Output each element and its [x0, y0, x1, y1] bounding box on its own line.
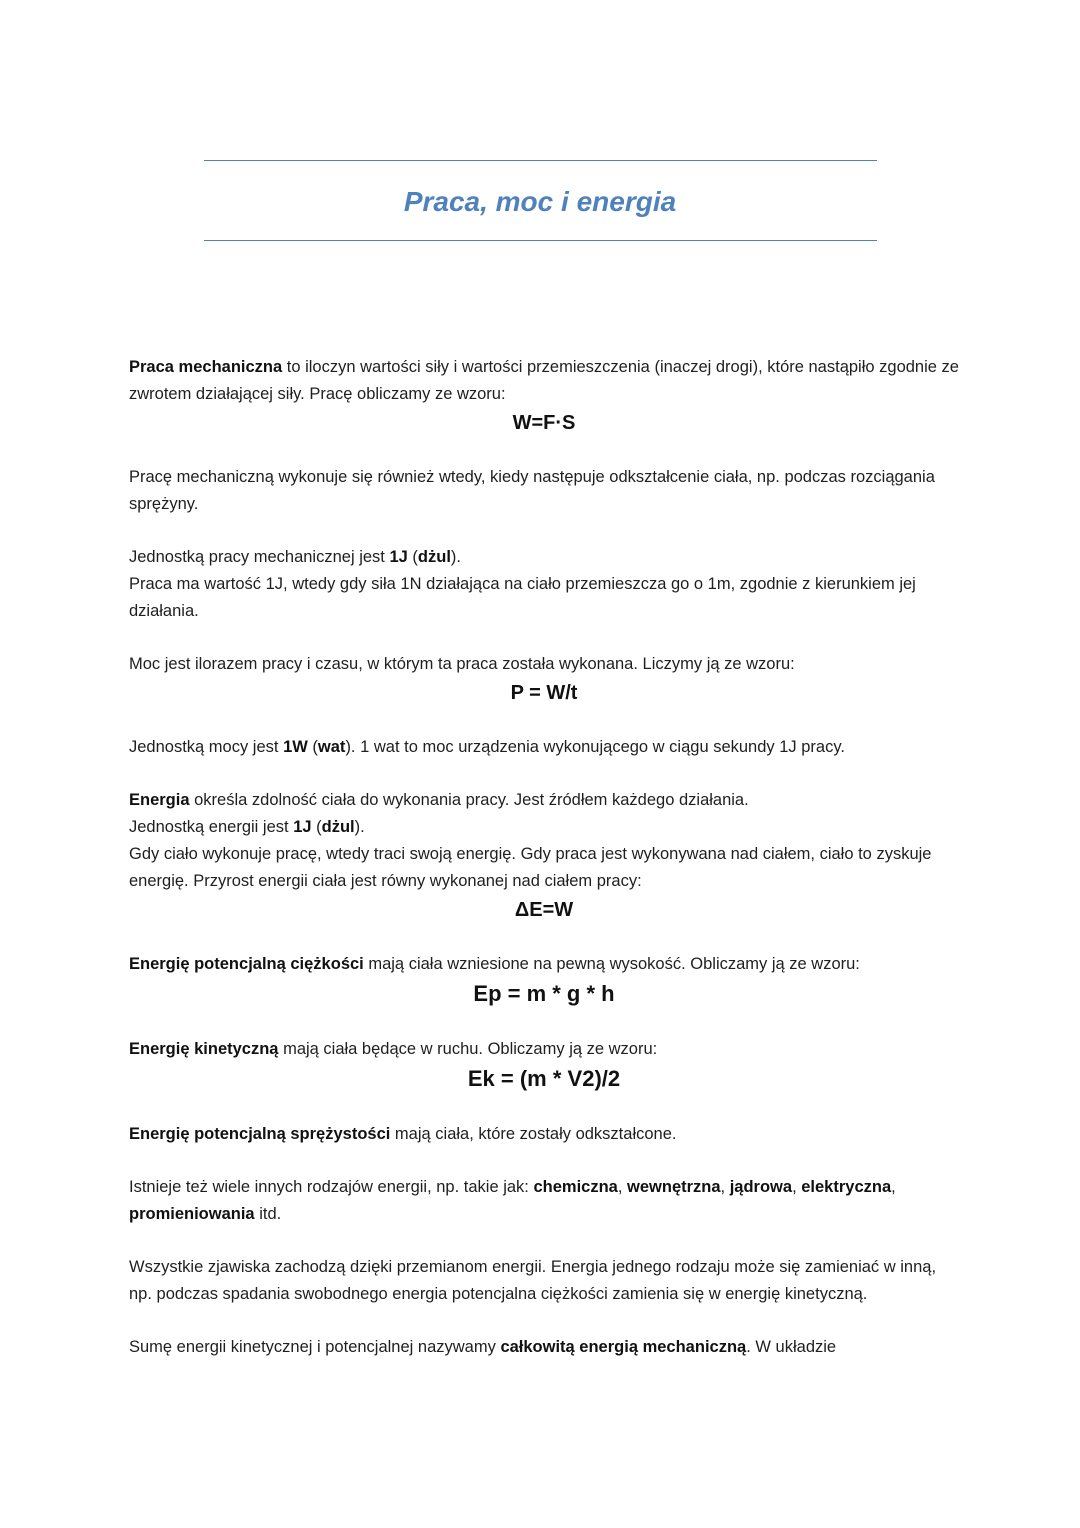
paragraph-energy-transfer: Gdy ciało wykonuje pracę, wtedy traci swoją energię. Gdy praca jest wykonywana nad ciałem, ciało to zyskuje energię. Przyrost energii ciała jest równy wykonanej nad ciałem pracy: [129, 845, 932, 890]
paragraph-energy-definition: Energia określa zdolność ciała do wykonania pracy. Jest źródłem każdego działania. [129, 791, 749, 809]
paragraph-kinetic-energy: Energię kinetyczną mają ciała będące w ruchu. Obliczamy ją ze wzoru: [129, 1040, 658, 1058]
paragraph-potential-energy: Energię potencjalną ciężkości mają ciała wzniesione na pewną wysokość. Obliczamy ją ze wzoru: [129, 955, 860, 973]
term-energy: Energia [129, 791, 190, 809]
term-mechanical-work: Praca mechaniczna [129, 358, 283, 376]
title-rule-bottom [204, 240, 877, 241]
document-body [129, 354, 959, 1361]
formula-energy-change: ΔE=W [514, 899, 574, 921]
paragraph-deformation-work: Pracę mechaniczną wykonuje się również wtedy, kiedy następuje odkształcenie ciała, np. podczas rozciągania sprężyny. [129, 468, 935, 513]
formula-potential-energy: Ep = m * g * h [473, 981, 615, 1006]
paragraph-energy-conversion: Wszystkie zjawiska zachodzą dzięki przemianom energii. Energia jednego rodzaju może się zamieniać w inną, np. podczas spadania swobodnego energia potencjalna ciężkości zamienia się w energię kinetyczną. [129, 1258, 937, 1303]
formula-kinetic-energy: Ek = (m * V2)/2 [467, 1066, 621, 1091]
paragraph-joule-definition: Praca ma wartość 1J, wtedy gdy siła 1N działająca na ciało przemieszcza go o 1m, zgodnie z kierunkiem jej działania. [129, 575, 916, 620]
formula-power: P = W/t [510, 682, 578, 704]
paragraph-elastic-energy: Energię potencjalną sprężystości mają ciała, które zostały odkształcone. [129, 1125, 677, 1143]
term-potential-energy: Energię potencjalną ciężkości [129, 955, 364, 973]
paragraph-work-definition: Praca mechaniczna to iloczyn wartości siły i wartości przemieszczenia (inaczej drogi), które nastąpiło zgodnie ze zwrotem działającej siły. Pracę obliczamy ze wzoru: [129, 358, 959, 403]
term-total-mechanical-energy: całkowitą energią mechaniczną [500, 1338, 747, 1356]
title-rule-top [204, 160, 877, 161]
term-elastic-energy: Energię potencjalną sprężystości [129, 1125, 391, 1143]
paragraph-energy-unit: Jednostką energii jest 1J (dżul). [129, 818, 365, 836]
formula-work: W=F·S [512, 412, 576, 434]
paragraph-power-definition: Moc jest ilorazem pracy i czasu, w którym ta praca została wykonana. Liczymy ją ze wzoru: [129, 655, 795, 673]
term-kinetic-energy: Energię kinetyczną [129, 1040, 279, 1058]
page-title: Praca, moc i energia [403, 186, 677, 217]
paragraph-other-energies: Istnieje też wiele innych rodzajów energii, np. takie jak: chemiczna, wewnętrzna, jądrowa, elektryczna, promieniowania itd. [129, 1178, 896, 1223]
paragraph-work-unit: Jednostką pracy mechanicznej jest 1J (dżul). [129, 548, 462, 566]
paragraph-power-unit: Jednostką mocy jest 1W (wat). 1 wat to moc urządzenia wykonującego w ciągu sekundy 1J pracy. [129, 738, 845, 756]
paragraph-total-mechanical-energy: Sumę energii kinetycznej i potencjalnej nazywamy całkowitą energią mechaniczną. W układzie [129, 1338, 837, 1356]
